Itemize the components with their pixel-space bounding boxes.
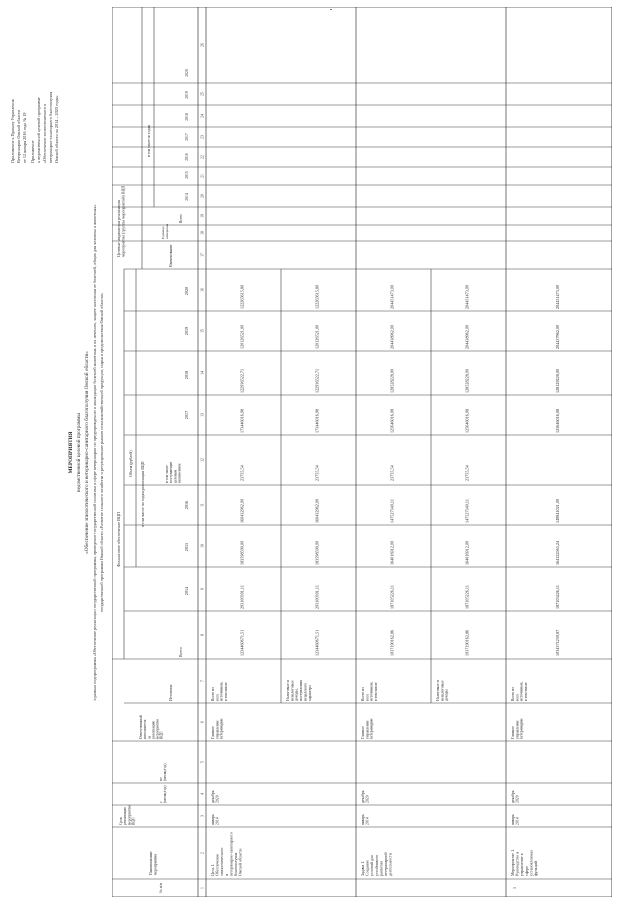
column-number: 25 <box>200 92 205 96</box>
row-incl-value: 23755,54 <box>314 465 320 481</box>
column-number: 15 <box>200 329 205 333</box>
header-exec: ОтветственныйисполнительзареализациюмероприятияВЦП <box>139 715 164 739</box>
header-term: СрокреализациимероприятияВЦП <box>119 805 136 825</box>
row-year-value: 125646016,08 <box>389 408 395 433</box>
column-number: 9 <box>200 588 205 590</box>
row-year-value: 204437962,00 <box>555 324 560 349</box>
column-number: 8 <box>200 634 205 636</box>
row-year-value: 122265615,80 <box>239 284 245 309</box>
year-header-2017: 2017 <box>184 410 189 420</box>
row-year-value: 164016912,00 <box>389 540 395 565</box>
column-number: 2 <box>200 852 205 854</box>
document-title: МЕРОПРИЯТИЯ <box>68 431 74 474</box>
appendix-line-3: от 12 января 2016 года № 19 <box>22 112 27 163</box>
row-term-to: декабрь2020 <box>211 790 220 803</box>
row-source: Налоговые иненалоговыедоходы <box>436 680 449 701</box>
column-number: 10 <box>200 544 205 548</box>
column-number: 13 <box>200 413 205 417</box>
header-incl: в том числепоступающиецелевымназначением <box>165 461 182 483</box>
column-number: 23 <box>200 135 205 139</box>
row-source: Налоговые иненалоговыедоходы,поступлениянецелевогохарактера <box>286 680 312 701</box>
scan-mark <box>330 9 332 10</box>
column-number: 7 <box>200 680 205 682</box>
row-term-from: январь2014 <box>511 814 520 825</box>
row-year-value: 173446016,98 <box>314 408 320 433</box>
column-number: 24 <box>200 114 205 118</box>
row-year-value: 187105226,11 <box>389 585 395 609</box>
measures-table <box>112 7 612 897</box>
row-source: Всего извсехисточников,в том числе <box>511 681 529 701</box>
indicator-year-2016: 2016 <box>185 153 189 161</box>
header-source: Источник <box>168 684 173 701</box>
row-year-value: 204451473,00 <box>464 284 470 309</box>
column-number: 5 <box>200 761 205 763</box>
header-unit: Единицаизмерения <box>161 223 169 239</box>
header-by-years: в том числе по годам реализации ВЦП <box>140 461 145 527</box>
subprogram-line: в рамках подпрограммы «Обеспечение реализации государственной программы, проведение государственной политики в сфере ветеринарии по предупреждению и ликвидации болезней животных и их лечению, защите населения от болезней, общих для человека и животных» <box>92 204 97 701</box>
appendix-line-1: Приложение к Приказу Управления <box>10 99 15 163</box>
row-term-from: январь2014 <box>361 814 370 825</box>
appendix-line-5: к ведомственной целевой программе <box>36 97 41 163</box>
appendix-line-7: ветеринарно-санитарного благополучия <box>48 91 53 163</box>
row-year-value: 173446016,98 <box>239 408 245 433</box>
row-year-value: 147527340,11 <box>464 499 470 523</box>
row-executor: Главноеуправлениеветеринарии <box>511 718 524 739</box>
row-year-value: 204438962,00 <box>389 324 395 349</box>
column-number: 20 <box>200 194 205 198</box>
row-term-from: январь2014 <box>211 814 220 825</box>
header-term-to: по(месяц/год) <box>159 763 168 781</box>
row-incl-value: 23755,54 <box>464 465 470 481</box>
row-year-value: 147527340,11 <box>389 499 395 523</box>
column-number: 12 <box>200 458 205 462</box>
row-year-value: 149841021,00 <box>555 498 560 523</box>
row-year-value: 183598590,00 <box>239 540 245 565</box>
column-number: 14 <box>200 371 205 375</box>
row-total: 1234460671,51 <box>239 629 245 656</box>
year-header-2016: 2016 <box>184 500 189 510</box>
row-year-value: 187105226,11 <box>555 585 560 609</box>
year-header-2014: 2014 <box>184 586 189 596</box>
year-header-2020: 2020 <box>184 286 189 296</box>
indicator-year-2020: 2020 <box>185 69 189 77</box>
row-no: 1 <box>512 887 517 889</box>
appendix-line-2: Ветеринарии Омской области <box>16 109 21 163</box>
column-number: 1 <box>200 887 205 889</box>
row-name: Цель 1.Обеспечениеэпизоотическогоиветеринарно-санитарногоблагополучияОмской области <box>210 832 243 876</box>
indicator-year-2019: 2019 <box>185 91 189 99</box>
row-year-value: 293100391,11 <box>239 585 245 609</box>
state-program-line: государственной программы Омской области «Развитие сельского хозяйства и регулирование рынков сельскохозяйственной продукции, сырья и продовольствия Омской области» <box>99 292 104 613</box>
row-term-to: декабрь2020 <box>511 790 520 803</box>
header-finance: Финансовое обеспечение ВЦП <box>116 511 121 567</box>
column-number: 11 <box>200 503 205 507</box>
header-ind-name: Наименование <box>169 244 173 267</box>
row-year-value: 164122565,24 <box>555 540 560 565</box>
appendix-line-8: Омской области на 2014 – 2020 годы» <box>54 95 59 163</box>
header-no: № п/п <box>159 883 163 893</box>
row-year-value: 160432962,00 <box>239 498 245 523</box>
row-total: 1037190162,86 <box>464 629 470 656</box>
row-year-value: 122936522,71 <box>314 368 320 393</box>
header-ind-years: в том числе по годам <box>147 124 151 157</box>
row-year-value: 125646016,08 <box>464 408 470 433</box>
row-year-value: 187105226,11 <box>464 585 470 609</box>
header-term-from: с(месяц/год) <box>159 785 168 803</box>
row-year-value: 183598590,00 <box>314 540 320 565</box>
column-number: 17 <box>200 253 205 257</box>
header-ind-total: Всего <box>179 214 183 223</box>
row-year-value: 128528228,00 <box>464 368 470 393</box>
header-name: Наименованиемероприятия <box>149 851 158 875</box>
row-year-value: 204451473,00 <box>389 284 395 309</box>
document-subtitle: ведомственной целевой программы <box>76 413 82 492</box>
row-year-value: 204438962,00 <box>464 324 470 349</box>
row-year-value: 128528228,00 <box>389 368 395 393</box>
indicator-year-2014: 2014 <box>185 193 189 201</box>
column-number: 6 <box>200 721 205 723</box>
row-year-value: 120126521,00 <box>239 324 245 349</box>
row-year-value: 160432962,00 <box>314 498 320 523</box>
row-year-value: 293100391,11 <box>314 585 320 609</box>
row-term-to: декабрь2020 <box>361 790 370 803</box>
header-volume: Объем (рублей) <box>128 450 133 477</box>
column-number: 4 <box>200 793 205 795</box>
row-name: Задача 1.Созданиеусловий дляустойчивогоразвитияветеринарнойдеятельности <box>360 852 393 876</box>
column-number: 26 <box>200 43 205 47</box>
row-total: 1234460671,51 <box>314 629 320 656</box>
row-incl-value: 23755,54 <box>239 465 245 481</box>
row-source: Всего извсехисточников,в том числе <box>211 681 229 701</box>
row-year-value: 122265615,80 <box>314 284 320 309</box>
year-header-2015: 2015 <box>184 542 189 552</box>
column-number: 3 <box>200 815 205 817</box>
row-executor: Главноеуправлениеветеринарии <box>361 718 374 739</box>
appendix-line-4: Приложение <box>30 140 35 163</box>
header-result: Целевые индикаторы реализациимероприятия (группы мероприятий) ВЦП <box>116 185 126 257</box>
program-name: «Обеспечение эпизоотического и ветеринарно-санитарного благополучия Омской области» <box>84 351 90 554</box>
row-year-value: 125646016,08 <box>555 408 560 433</box>
appendix-line-6: «Обеспечение эпизоотического и <box>42 103 47 163</box>
column-number: 19 <box>200 214 205 218</box>
row-year-value: 164016912,00 <box>464 540 470 565</box>
year-header-2018: 2018 <box>184 370 189 380</box>
year-header-2019: 2019 <box>184 326 189 336</box>
row-total: 1034371259,87 <box>555 629 560 656</box>
indicator-year-2015: 2015 <box>185 171 189 179</box>
column-number: 18 <box>200 231 205 235</box>
row-year-value: 122936522,71 <box>239 368 245 393</box>
row-total: 1037190162,86 <box>389 629 395 656</box>
row-source: Всего извсехисточников,в том числе <box>361 681 379 701</box>
column-number: 16 <box>200 288 205 292</box>
row-incl-value: 23755,54 <box>389 465 395 481</box>
indicator-year-2017: 2017 <box>185 133 189 141</box>
column-number: 21 <box>200 174 205 178</box>
column-number: 22 <box>200 155 205 159</box>
indicator-year-2018: 2018 <box>185 113 189 121</box>
row-year-value: 120126521,00 <box>314 324 320 349</box>
row-year-value: 128129228,00 <box>555 368 560 393</box>
header-total: Всего <box>178 647 183 657</box>
row-name: Мероприятие 1.Руководство иуправление всфереустановленныхфункций <box>510 848 538 876</box>
row-year-value: 204451473,00 <box>555 284 560 309</box>
row-executor: Главноеуправлениеветеринарии <box>211 718 224 739</box>
